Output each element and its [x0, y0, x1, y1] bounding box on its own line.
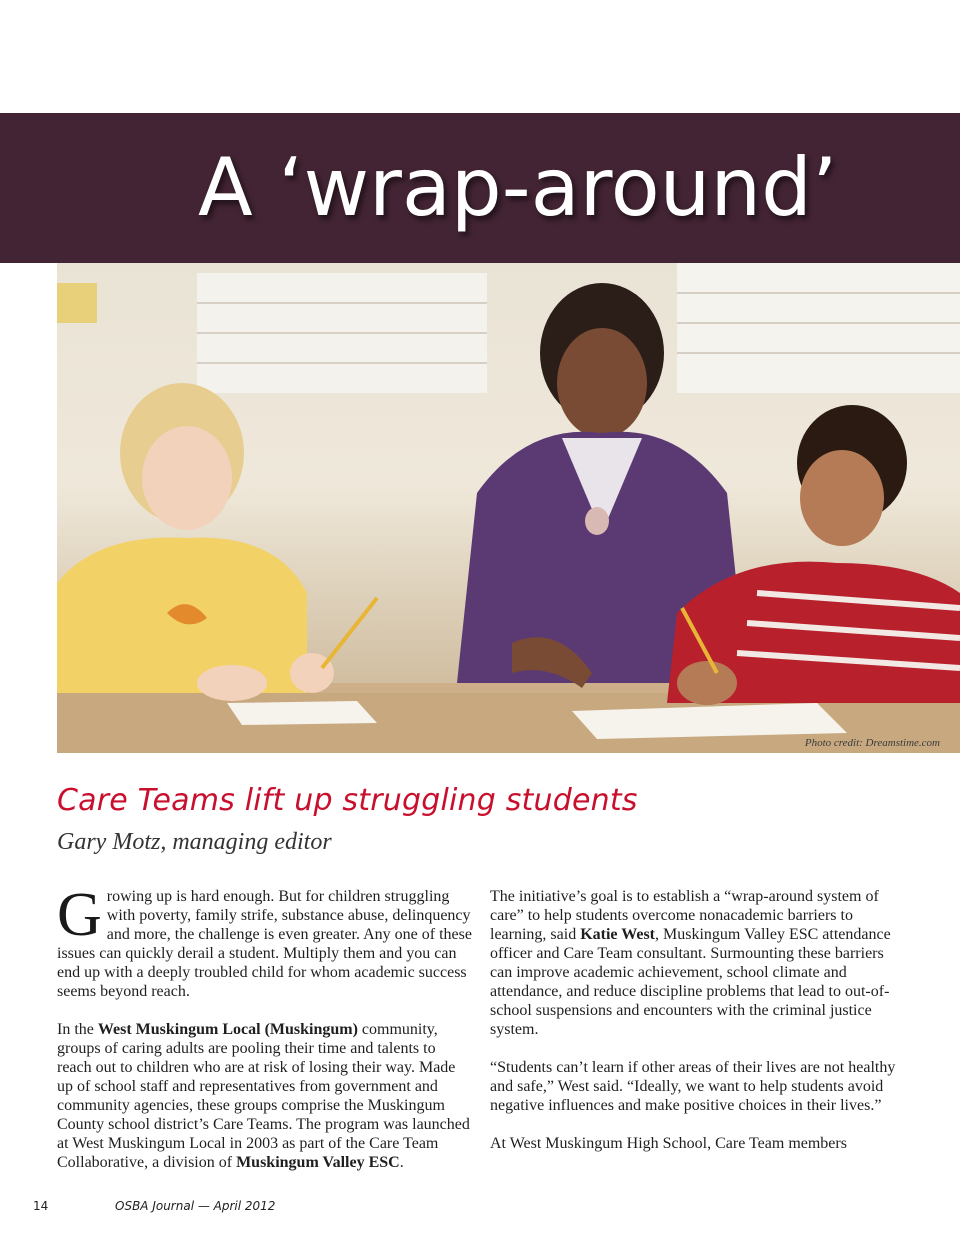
article-column-right — [490, 887, 900, 1172]
photo-credit: Photo credit: Dreamstime.com — [804, 737, 940, 749]
person-name: Katie West — [580, 926, 656, 943]
article-column-left — [57, 881, 472, 1191]
page-number: 14 — [33, 1199, 49, 1213]
district-link-text: West Muskingum Local (Muskingum) — [97, 1021, 358, 1038]
paragraph-community — [57, 1020, 472, 1172]
page-title: A ‘wrap-around’ — [198, 141, 838, 234]
paragraph-text: In the — [57, 1021, 98, 1038]
paragraph-continued: At West Muskingum High School, Care Team members — [490, 1135, 847, 1152]
paragraph-text: The initiative’s goal is to establish a “wrap-around system of care” to help students overcome nonacademic barriers to learning, said — [490, 888, 879, 943]
classroom-illustration — [57, 263, 960, 753]
paragraph-quote: “Students can’t learn if other areas of their lives are not healthy and safe,” West said. “Ideally, we want to help students avoid negative influences and make positive choices in their lives.” — [490, 1059, 896, 1114]
article-headline: Care Teams lift up struggling students — [57, 783, 638, 818]
article-photo — [57, 263, 960, 753]
journal-footer: OSBA Journal — April 2012 — [115, 1199, 276, 1213]
paragraph-text: . — [399, 1154, 404, 1171]
paragraph-text: community, groups of caring adults are pooling their time and talents to reach out to children who are at risk of losing their way. Made up of school staff and representatives from government and community agencies, these groups comprise the Muskingum County school district’s Care Teams. The program was launched at West Muskingum Local in 2003 as part of the Care Team Collaborative, a division of — [57, 1021, 470, 1171]
paragraph-text: rowing up is hard enough. But for children struggling with poverty, family strife, substance abuse, delinquency and more, the challenge is even greater. Any one of these issues can quickly derail a student. Multiply them and you can end up with a deeply troubled child for whom academic success seems beyond reach. — [57, 888, 472, 1000]
paragraph-text: , Muskingum Valley ESC attendance officer and Care Team consultant. Surmounting these barriers can improve academic achievement, school climate and attendance, and reduce discipline problems that lead to out-of-school suspensions and encounters with the criminal justice system. — [490, 926, 891, 1038]
esc-link-text: Muskingum Valley ESC — [236, 1154, 400, 1171]
paragraph-goal — [490, 887, 900, 1039]
drop-cap: G — [57, 881, 102, 949]
paragraph-intro — [57, 881, 472, 1001]
article-byline: Gary Motz, managing editor — [57, 829, 332, 855]
